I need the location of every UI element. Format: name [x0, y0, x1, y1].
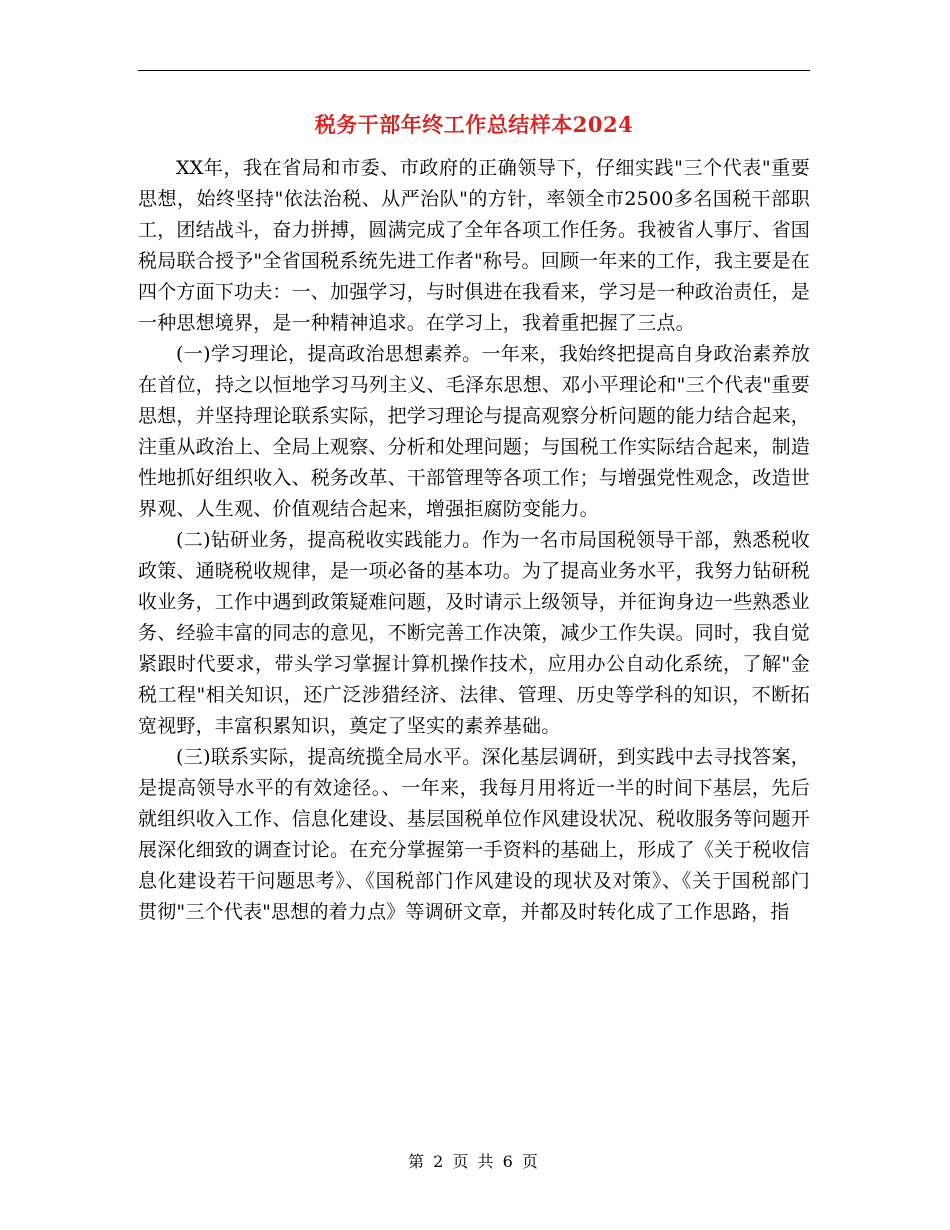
paragraph-intro: XX年，我在省局和市委、市政府的正确领导下，仔细实践"三个代表"重要思想，始终坚持"依法治税、从严治队"的方针，率领全市2500多名国税干部职工，团结战斗，奋力拼搏，圆满完成了全年各项工作任务。我被省人事厅、省国税局联合授予"全省国税系统先进工作者"称号。回顾一年来的工作，我主要是在四个方面下功夫：一、加强学习，与时俱进在我看来，学习是一种政治责任，是一种思想境界，是一种精神追求。在学习上，我着重把握了三点。 — [138, 157, 811, 334]
paragraph-section-2: (二)钻研业务，提高税收实践能力。作为一名市局国税领导干部，熟悉税收政策、通晓税收规律，是一项必备的基本功。为了提高业务水平，我努力钻研税收业务，工作中遇到政策疑难问题，及时请示上级领导，并征询身边一些熟悉业务、经验丰富的同志的意见，不断完善工作决策，减少工作失误。同时，我自觉紧跟时代要求，带头学习掌握计算机操作技术，应用办公自动化系统，了解"金税工程"相关知识，还广泛涉猎经济、法律、管理、历史等学科的知识，不断拓宽视野，丰富积累知识，奠定了坚实的素养基础。 — [138, 529, 811, 737]
page-number: 第 2 页 共 6 页 — [408, 1152, 540, 1171]
document-body — [138, 153, 810, 928]
header-rule — [138, 70, 810, 71]
paragraph-section-3: (三)联系实际，提高统揽全局水平。深化基层调研，到实践中去寻找答案，是提高领导水平的有效途径。、一年来，我每月用将近一半的时间下基层，先后就组织收入工作、信息化建设、基层国税单位作风建设状况、税收服务等问题开展深化细致的调查讨论。在充分掌握第一手资料的基础上，形成了《关于税收信息化建设若干问题思考》、《国税部门作风建设的现状及对策》、《关于国税部门贯彻"三个代表"思想的着力点》等调研文章，并都及时转化成了工作思路，指 — [138, 746, 811, 923]
document-title: 税务干部年终工作总结样本2024 — [314, 112, 634, 137]
paragraph-section-1: (一)学习理论，提高政治思想素养。一年来，我始终把提高自身政治素养放在首位，持之以恒地学习马列主义、毛泽东思想、邓小平理论和"三个代表"重要思想，并坚持理论联系实际，把学习理论与提高观察分析问题的能力结合起来，注重从政治上、全局上观察、分析和处理问题；与国税工作实际结合起来，制造性地抓好组织收入、税务改革、干部管理等各项工作；与增强党性观念，改造世界观、人生观、价值观结合起来，增强拒腐防变能力。 — [138, 343, 811, 520]
